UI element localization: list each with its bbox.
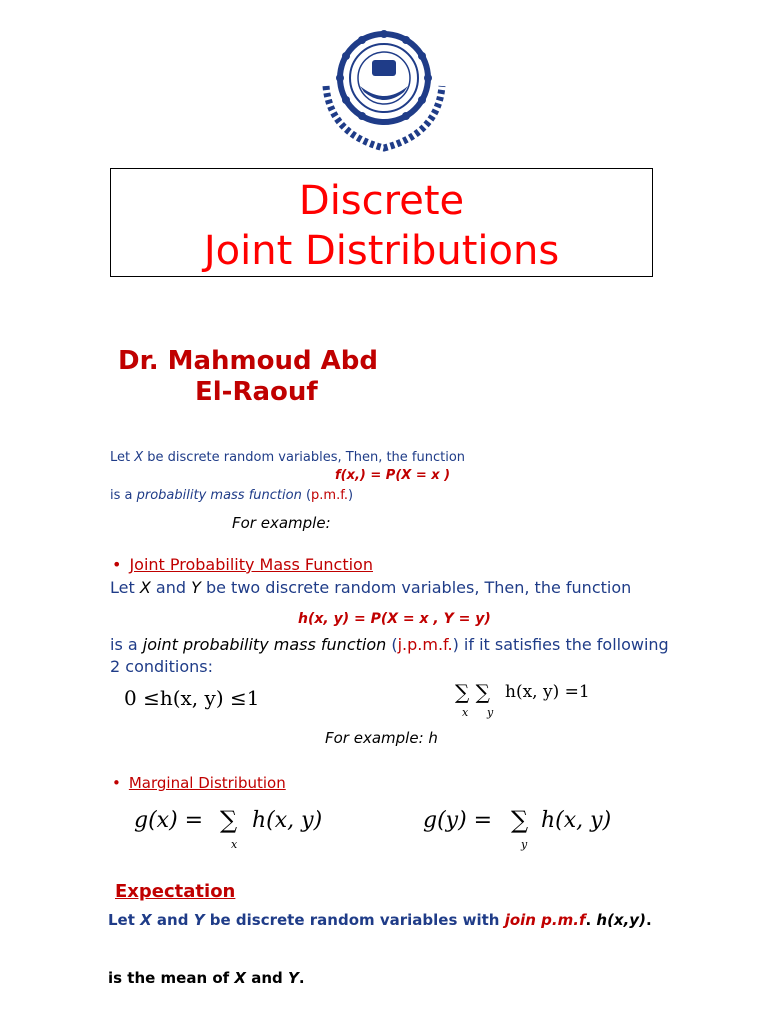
jpmf-formula-text: h(x, y) = P(X = x , Y = y) xyxy=(298,611,491,627)
expectation-mean-line xyxy=(108,969,305,987)
jpmf-formula xyxy=(298,611,491,627)
paren-open: ( xyxy=(386,635,398,654)
marginal-gy xyxy=(423,808,663,854)
dot-text: . xyxy=(585,911,597,929)
intro-let-rest: be discrete random variables, Then, the function xyxy=(143,450,466,465)
author-line-1: Dr. Mahmoud Abd xyxy=(118,346,379,376)
pmf-formula xyxy=(335,468,450,483)
var-y: Y xyxy=(193,911,205,929)
gx-rhs: h(x, y) xyxy=(252,808,323,833)
condition-2-expr: h(x, y) =1 xyxy=(505,682,590,702)
jpmf-rest: if it satisfies the following 2 conditions: xyxy=(110,635,669,676)
gy-lhs: g(y) = xyxy=(423,808,493,833)
var-x: X xyxy=(234,969,246,987)
end-dot: . xyxy=(645,911,652,929)
jpmf-text: joint probability mass function xyxy=(142,635,387,654)
gy-sub: y xyxy=(521,838,528,851)
double-sum-symbol: ∑ ∑ xyxy=(455,680,490,704)
end-dot: . xyxy=(298,969,305,987)
condition-1: 0 ≤h(x, y) ≤1 xyxy=(124,686,260,710)
intro-is-a: is a xyxy=(110,488,137,503)
marginal-heading xyxy=(112,773,286,793)
and-text: and xyxy=(246,969,288,987)
var-y: Y xyxy=(287,969,299,987)
example-label-1: For example: xyxy=(232,514,331,532)
pmf-text: probability mass function xyxy=(136,488,302,503)
intro-definition xyxy=(110,449,465,467)
gx-sub: x xyxy=(231,838,238,851)
var-x: X xyxy=(134,450,144,465)
jpmf-let-line xyxy=(110,577,631,599)
marginal-heading-text: Marginal Distribution xyxy=(128,774,286,792)
gy-sum-symbol: ∑ xyxy=(511,806,529,834)
jpmf-let-rest: be two discrete random variables, Then, the function xyxy=(200,578,632,597)
and-text: and xyxy=(151,911,194,929)
author-line-2: El-Raouf xyxy=(195,377,318,407)
sum-sub-y: y xyxy=(487,706,494,719)
jpmf-is-a: is a xyxy=(110,635,143,654)
example-label-2: For example: h xyxy=(325,729,438,747)
exp-mid: be discrete random variables with xyxy=(204,911,505,929)
jpmf-abbr: j.p.m.f. xyxy=(397,635,453,654)
paren-open: ( xyxy=(301,488,312,503)
gx-sum-symbol: ∑ xyxy=(220,806,238,834)
expectation-let-line xyxy=(108,911,652,929)
jpmf-heading-text: Joint Probability Mass Function xyxy=(129,555,373,574)
jpmf-heading xyxy=(112,554,373,576)
bullet-icon: • xyxy=(112,555,122,574)
mean-prefix: is the mean of xyxy=(108,969,235,987)
intro-let: Let xyxy=(110,450,135,465)
title-line-2: Joint Distributions xyxy=(203,228,560,274)
jpmf-is-line xyxy=(110,634,670,678)
join-pmf: join p.m.f xyxy=(504,911,586,929)
and-text: and xyxy=(150,578,192,597)
gy-rhs: h(x, y) xyxy=(541,808,612,833)
var-x: X xyxy=(139,578,151,597)
title-box xyxy=(110,168,653,277)
gx-lhs: g(x) = xyxy=(134,808,204,833)
pmf-formula-text: f(x,) = P(X = x ) xyxy=(335,468,451,483)
paren-close: ) xyxy=(452,635,459,654)
var-y: Y xyxy=(191,578,201,597)
pmf-abbr: p.m.f. xyxy=(311,488,348,503)
marginal-gx xyxy=(134,808,374,854)
expectation-heading: Expectation xyxy=(115,881,236,902)
academy-seal-logo xyxy=(316,16,452,156)
exp-let: Let xyxy=(108,911,141,929)
condition-2 xyxy=(455,680,655,720)
intro-pmf-line xyxy=(110,487,353,505)
bullet-icon: • xyxy=(112,774,121,792)
var-x: X xyxy=(140,911,152,929)
paren-close: ) xyxy=(348,488,354,503)
jpmf-let: Let xyxy=(110,578,140,597)
hxy-text: h(x,y) xyxy=(596,911,646,929)
title-line-1: Discrete xyxy=(298,178,465,224)
sum-sub-x: x xyxy=(462,706,469,719)
